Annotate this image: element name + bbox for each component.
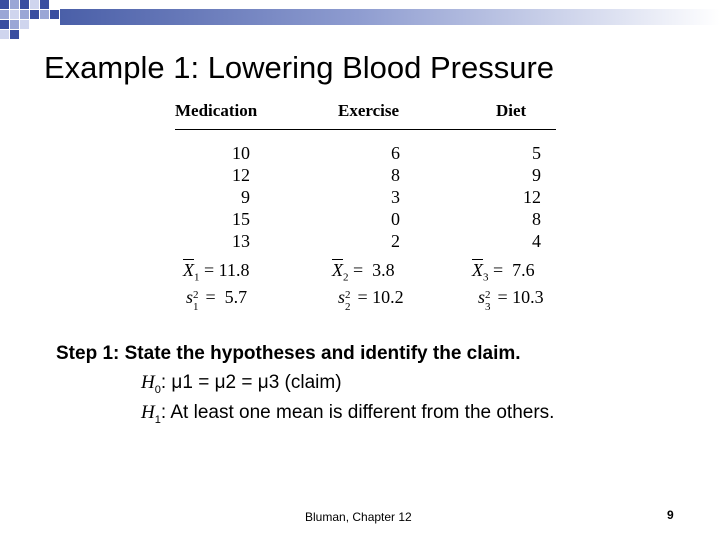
variance-medication: [186, 286, 248, 313]
variance-subscript: 3: [485, 300, 491, 313]
exercise-value: 0: [391, 209, 400, 229]
variance-exercise: [338, 286, 404, 313]
variance-value: 5.7: [224, 287, 248, 307]
mean-subscript: 2: [343, 271, 349, 284]
diet-value: 5: [532, 143, 541, 163]
exercise-value: 2: [391, 231, 400, 251]
variance-diet: [478, 286, 544, 313]
h1-symbol: H: [141, 402, 155, 423]
variance-subscript: 1: [193, 300, 199, 313]
alternative-hypothesis: [141, 402, 554, 426]
mean-value: 11.8: [218, 260, 250, 280]
exercise-value: 3: [391, 187, 400, 207]
equals-sign: =: [497, 287, 508, 307]
variance-subscript: 2: [345, 300, 351, 313]
mean-subscript: 1: [194, 271, 200, 284]
mean-value: 7.6: [512, 260, 535, 280]
exercise-value: 8: [391, 165, 400, 185]
variance-superscript: 2: [485, 288, 491, 301]
medication-value: 15: [232, 209, 250, 229]
slide-title: Example 1: Lowering Blood Pressure: [44, 50, 555, 85]
header-exercise: Exercise: [338, 101, 400, 120]
medication-value: 13: [232, 231, 250, 251]
variance-superscript: 2: [345, 288, 351, 301]
equals-sign: =: [493, 260, 504, 280]
medication-value: 9: [241, 187, 250, 207]
medication-value: 12: [232, 165, 250, 185]
mean-value: 3.8: [372, 260, 395, 280]
footer-citation: Bluman, Chapter 12: [305, 510, 412, 524]
h1-subscript: 1: [154, 413, 161, 426]
h0-statement: : μ1 = μ2 = μ3 (claim): [160, 372, 342, 393]
step-heading: Step 1: State the hypotheses and identify the claim.: [56, 343, 521, 364]
variance-symbol: s: [478, 287, 486, 307]
mean-symbol: $\overline{X}$: [472, 260, 483, 280]
diet-value: 9: [532, 165, 541, 185]
h0-subscript: 0: [154, 383, 161, 396]
mean-symbol: $\overline{X}$: [183, 260, 194, 280]
variance-value: 10.2: [372, 287, 404, 307]
equals-sign: =: [357, 287, 368, 307]
variance-superscript: 2: [193, 288, 199, 301]
header-rule: [175, 129, 556, 130]
equals-sign: =: [205, 287, 216, 307]
variance-symbol: s: [186, 287, 194, 307]
equals-sign: =: [353, 260, 364, 280]
header-diet: Diet: [496, 101, 527, 120]
h0-symbol: H: [141, 372, 155, 393]
mean-symbol: $\overline{X}$: [332, 260, 343, 280]
h1-statement: : At least one mean is different from the others.: [160, 402, 555, 423]
medication-value: 10: [232, 143, 250, 163]
null-hypothesis: [141, 372, 342, 396]
equals-sign: =: [204, 260, 215, 280]
diet-value: 8: [532, 209, 541, 229]
page-number: 9: [667, 508, 674, 522]
variance-value: 10.3: [512, 287, 544, 307]
header-medication: Medication: [175, 101, 258, 120]
mean-diet: [472, 259, 535, 289]
mean-exercise: [332, 259, 395, 289]
diet-value: 4: [532, 231, 541, 251]
mean-subscript: 3: [483, 271, 489, 284]
exercise-value: 6: [391, 143, 400, 163]
variance-symbol: s: [338, 287, 346, 307]
diet-value: 12: [523, 187, 541, 207]
